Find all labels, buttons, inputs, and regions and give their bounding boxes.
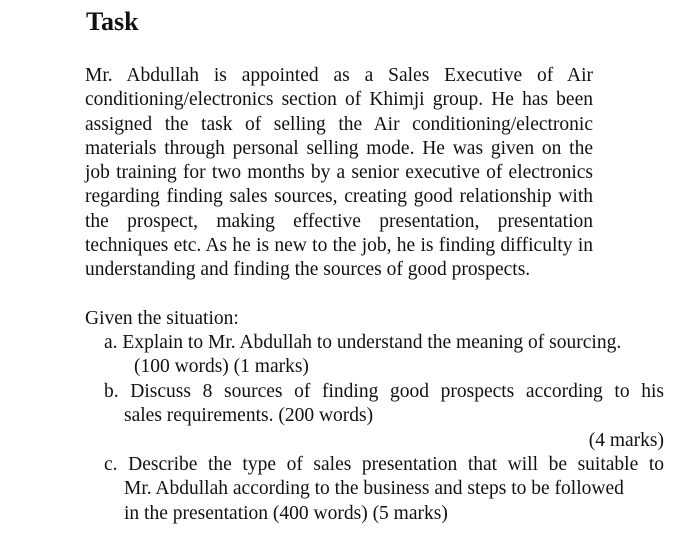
question-a-letter: a. (104, 332, 118, 353)
question-a-text: Explain to Mr. Abdullah to understand the meaning of sourcing. (122, 332, 622, 353)
page-title: Task (86, 7, 139, 36)
question-b-marks: (4 marks) (588, 429, 664, 451)
question-c-line1 (104, 453, 664, 477)
question-b (104, 380, 664, 453)
given-situation-label: Given the situation: (85, 308, 239, 329)
question-c-text: Describe the type of sales presentation that will be suitable to (128, 454, 664, 475)
case-paragraph: Mr. Abdullah is appointed as a Sales Executive of Air conditioning/electronics section of Khimji group. He has been assigned the task of selling the Air conditioning/electronic materials through personal selling mode. He was given on the job training for two months by a senior executive of electronics regarding finding sales sources, creating good relationship with the prospect, making effective presentation, presentation techniques etc. As he is new to the job, he is finding difficulty in understanding and finding the sources of good prospects. (85, 65, 593, 281)
question-a-line1 (104, 331, 664, 355)
question-c (104, 453, 664, 526)
question-a-line2: (100 words) (1 marks) (134, 356, 309, 378)
question-c-letter: c. (104, 454, 118, 475)
question-b-letter: b. (104, 381, 119, 402)
question-b-line1 (104, 380, 664, 404)
question-b-text: Discuss 8 sources of finding good prospects according to his (130, 381, 664, 402)
question-c-line2: Mr. Abdullah according to the business and steps to be followed (124, 478, 624, 500)
question-c-line3: in the presentation (400 words) (5 marks) (124, 502, 448, 524)
question-a (104, 331, 664, 380)
question-b-line2: sales requirements. (200 words) (124, 405, 374, 427)
